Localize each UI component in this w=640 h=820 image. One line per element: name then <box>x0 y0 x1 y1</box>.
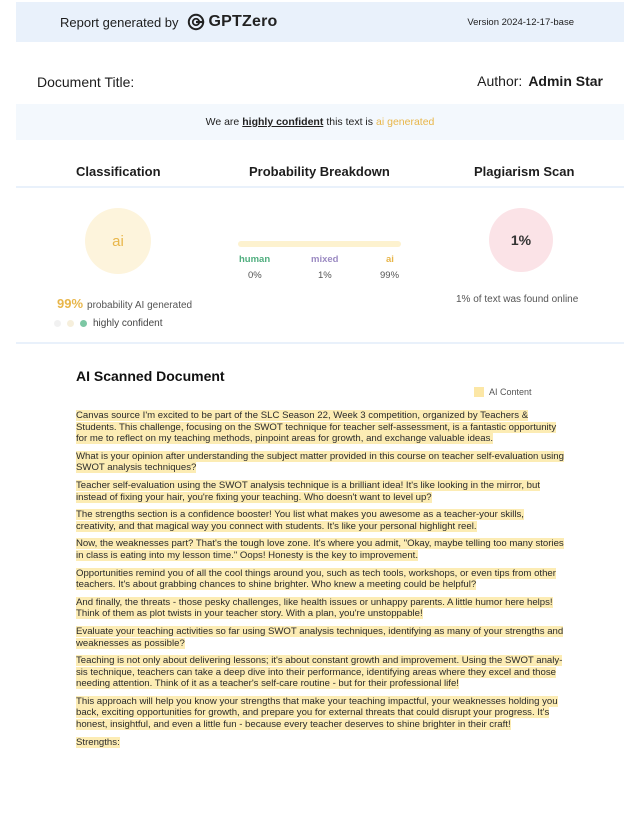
ai-content-legend <box>474 387 532 397</box>
ai-content-legend-label: AI Content <box>489 387 532 397</box>
ai-highlight: Strengths: <box>76 736 120 748</box>
document-paragraph <box>76 737 566 749</box>
document-paragraph <box>76 655 566 690</box>
author-info <box>477 73 603 89</box>
document-paragraph <box>76 480 566 503</box>
ai-content-swatch <box>474 387 484 397</box>
banner-prefix: We are <box>205 116 240 128</box>
document-paragraph <box>76 696 566 731</box>
ai-probability-percent: 99% <box>57 296 84 311</box>
plagiarism-caption: 1% of text was found online <box>456 294 579 305</box>
ai-highlight: Canvas source I'm excited to be part of the SLC Season 22, Week 3 competition, organized by Teachers & Students. This challenge, focusing on the SWOT technique for teacher self-assessment, is a fantastic opportunity for me to reflect on my teaching methods, pinpoint areas for growth, and exchange valuable ideas. <box>76 410 557 445</box>
logo-text: GPTZero <box>208 13 278 30</box>
document-paragraph <box>76 509 566 532</box>
classification-heading: Classification <box>76 164 161 179</box>
ai-highlight: What is your opinion after understanding the subject matter provided in this course on teacher self-evaluation using SWOT analysis techniques? <box>76 450 564 474</box>
mixed-label: mixed <box>311 254 339 265</box>
scanned-document-title: AI Scanned Document <box>76 368 225 384</box>
human-value: 0% <box>248 270 262 281</box>
plagiarism-heading: Plagiarism Scan <box>474 164 575 179</box>
classification-circle <box>85 208 151 274</box>
ai-highlight: Teacher self-evaluation using the SWOT analysis technique is a brilliant idea! It's like looking in the mirror, but instead of fixing your hair, you're fixing your teaching. Who doesn't want to level up? <box>76 479 540 503</box>
document-info <box>16 44 624 104</box>
confidence-dot-high <box>80 320 87 327</box>
confidence-indicator <box>54 318 163 329</box>
confidence-dot-medium <box>67 320 74 327</box>
ai-probability <box>57 296 192 311</box>
gptzero-logo-icon <box>187 13 205 31</box>
document-title-label: Document Title: <box>37 74 135 90</box>
report-header <box>16 2 624 42</box>
author-name: Admin Star <box>528 73 603 89</box>
ai-probability-caption: probability AI generated <box>87 300 193 311</box>
ai-highlight: Opportunities remind you of all the cool things around you, such as tech tools, workshops, or even tips from other teachers. It's about grabbing chances to shine brighter. Who knew a meeting could be helpful? <box>76 567 556 591</box>
confidence-banner <box>16 104 624 140</box>
probability-heading: Probability Breakdown <box>249 164 390 179</box>
banner-verdict: ai generated <box>376 116 435 128</box>
document-paragraph <box>76 410 566 445</box>
ai-highlight: Evaluate your teaching activities so far using SWOT analysis techniques, identifying as many of your strengths and weaknesses as possible? <box>76 625 564 649</box>
ai-label: ai <box>386 254 394 265</box>
ai-highlight: Now, the weaknesses part? That's the tough love zone. It's where you admit, "Okay, maybe telling too many stories in class is eating into my lesson time." Oops! Honesty is the key to improvement. <box>76 538 564 561</box>
human-label: human <box>239 254 271 265</box>
confidence-dot-low <box>54 320 61 327</box>
document-paragraph <box>76 568 566 591</box>
document-paragraph <box>76 451 566 474</box>
probability-bar <box>238 241 401 247</box>
section-divider <box>16 342 624 344</box>
document-paragraph <box>76 538 566 561</box>
confidence-text: highly confident <box>93 318 163 329</box>
plagiarism-circle <box>489 208 553 272</box>
banner-confidence: highly confident <box>242 116 324 128</box>
mixed-value: 1% <box>318 270 332 281</box>
ai-highlight: The strengths section is a confidence booster! You list what makes you awesome as a teacher-your skills, creativity, and that magical way you connect with students. It's like your personal highlight reel. <box>76 509 524 532</box>
document-paragraph <box>76 626 566 649</box>
ai-highlight: This approach will help you know your strengths that make your teaching impactful, your weaknesses holding you back, exciting opportunities for growth, and prepare you for external threats that could disrupt your progress. It's honest, insightful, and even a little fun - because every teacher deserves to shine brighter in their craft! <box>76 695 558 731</box>
classification-label: ai <box>112 232 124 250</box>
gptzero-logo <box>187 13 278 31</box>
stats-headers <box>16 156 624 188</box>
scanned-document-body <box>76 410 566 754</box>
ai-highlight: And finally, the threats - those pesky challenges, like health issues or unhappy parents. A little humor here helps! Think of them as plot twists in your teacher story. With a plan, you're unstoppable! <box>76 596 553 620</box>
version-label: Version 2024-12-17-base <box>467 16 574 28</box>
generated-by-label: Report generated by <box>60 14 179 30</box>
author-label: Author: <box>477 73 523 89</box>
plagiarism-percent: 1% <box>510 232 532 248</box>
ai-highlight: Teaching is not only about delivering lessons; it's about constant growth and improvement. Using the SWOT analy-sis technique, teachers can take a deep dive into their performance, identifying areas where they excel and those needing attention. Think of it as a teacher's self-care routine - but for their professional life! <box>76 655 563 690</box>
document-paragraph <box>76 597 566 620</box>
banner-middle: this text is <box>326 116 374 128</box>
ai-value: 99% <box>380 270 400 281</box>
